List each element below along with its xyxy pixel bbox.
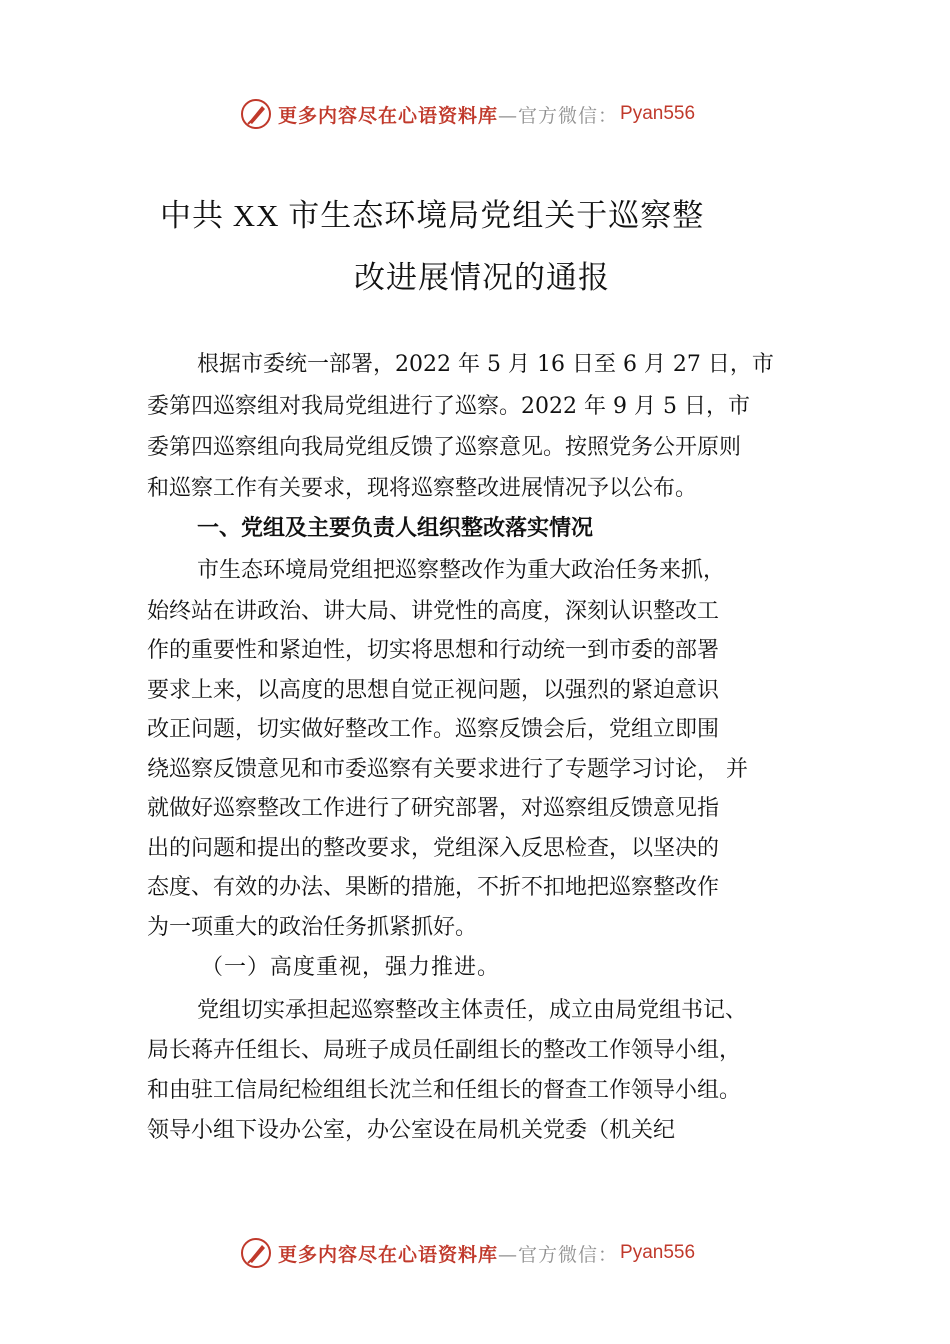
section-heading: 一、党组及主要负责人组织整改落实情况 (197, 516, 594, 541)
header-banner (240, 97, 695, 131)
paragraph-line: 根据市委统一部署，2022 年 5 月 16 日至 6 月 27 日，市 (197, 352, 774, 377)
paragraph-line: 要求上来，以高度的思想自觉正视问题，以强烈的紧迫意识 (147, 678, 720, 703)
paragraph-line: 作的重要性和紧迫性，切实将思想和行动统一到市委的部署 (147, 638, 720, 663)
paragraph-line: 就做好巡察整改工作进行了研究部署，对巡察组反馈意见指 (147, 796, 720, 821)
paragraph-line: 市生态环境局党组把巡察整改作为重大政治任务来抓， (197, 558, 726, 583)
banner-wechat-id: Pyan556 (620, 103, 696, 124)
quill-pen-icon (240, 98, 272, 130)
paragraph-line: 态度、有效的办法、果断的措施，不折不扣地把巡察整改作 (147, 875, 720, 900)
banner-wechat-id: Pyan556 (620, 1242, 696, 1263)
banner-brand-text: 更多内容尽在心语资料库 (278, 1243, 499, 1266)
banner-wechat-label: —官方微信： (498, 1243, 619, 1266)
paragraph-line: 绕巡察反馈意见和市委巡察有关要求进行了专题学习讨论， 并 (147, 757, 748, 782)
paragraph-line: 和巡察工作有关要求，现将巡察整改进展情况予以公布。 (147, 476, 698, 501)
paragraph-line: 领导小组下设办公室，办公室设在局机关党委（机关纪 (147, 1118, 676, 1143)
subsection-heading: （一）高度重视，强力推进。 (201, 955, 501, 980)
paragraph-line: 始终站在讲政治、讲大局、讲党性的高度，深刻认识整改工 (147, 599, 720, 624)
footer-banner (240, 1236, 695, 1270)
quill-pen-icon (240, 1237, 272, 1269)
paragraph-line: 为一项重大的政治任务抓紧抓好。 (147, 915, 478, 940)
paragraph-line: 党组切实承担起巡察整改主体责任，成立由局党组书记、 (197, 998, 748, 1023)
paragraph-line: 和由驻工信局纪检组组长沈兰和任组长的督查工作领导小组。 (147, 1078, 742, 1103)
paragraph-line: 委第四巡察组向我局党组反馈了巡察意见。按照党务公开原则 (147, 435, 742, 460)
document-title-line-1: 中共 XX 市生态环境局党组关于巡察整 (160, 198, 705, 233)
banner-brand-text: 更多内容尽在心语资料库 (278, 104, 499, 127)
banner-wechat-label: —官方微信： (498, 104, 619, 127)
document-title-line-2: 改进展情况的通报 (354, 260, 610, 295)
paragraph-line: 改正问题，切实做好整改工作。巡察反馈会后，党组立即围 (147, 717, 720, 742)
paragraph-line: 委第四巡察组对我局党组进行了巡察。2022 年 9 月 5 日，市 (147, 394, 750, 419)
paragraph-line: 出的问题和提出的整改要求，党组深入反思检查，以坚决的 (147, 836, 720, 861)
paragraph-line: 局长蒋卉任组长、局班子成员任副组长的整改工作领导小组， (147, 1038, 742, 1063)
